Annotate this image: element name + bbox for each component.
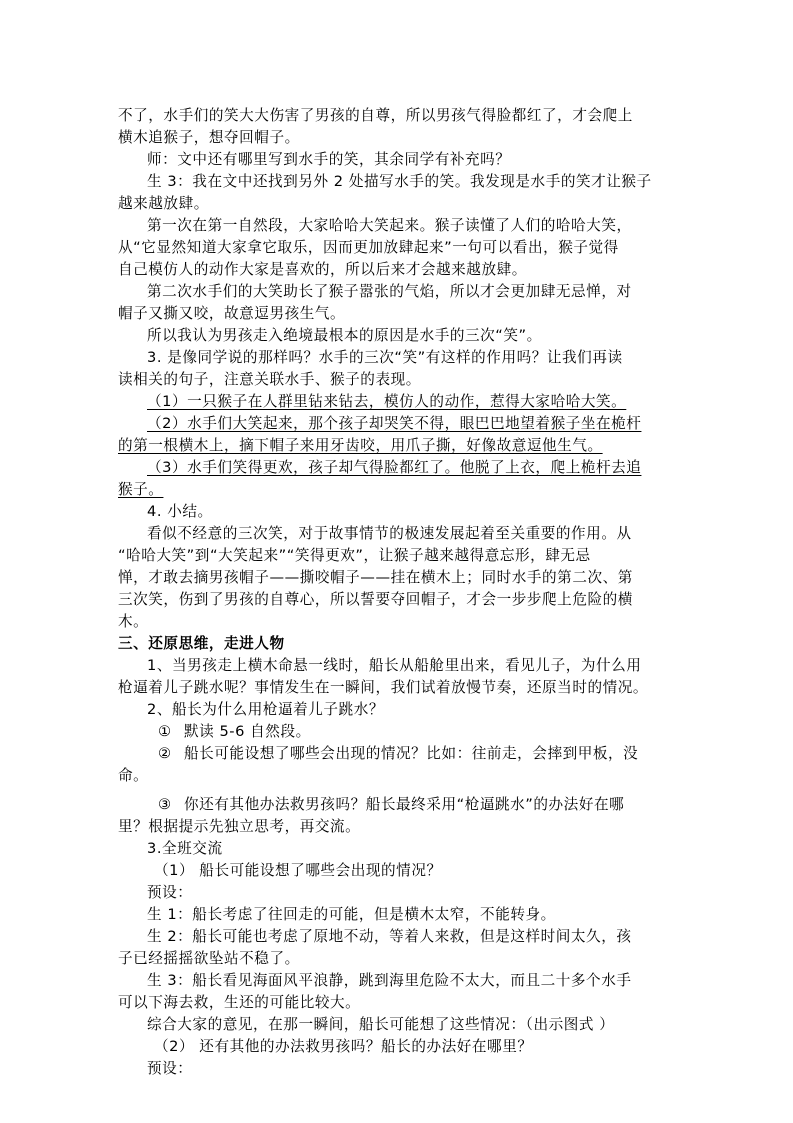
quote-line: 猴子。 — [118, 481, 164, 498]
text-line: 生 3：我在文中还找到另外 2 处描写水手的笑。我发现是水手的笑才让猴子 — [147, 173, 652, 190]
text-line: 综合大家的意见，在那一瞬间，船长可能想了这些情况：（出示图式 ） — [147, 1016, 615, 1033]
text-line: （1） 船长可能设想了哪些会出现的情况？ — [154, 862, 442, 879]
text-line: 自己模仿人的动作大家是喜欢的，所以后来才会越来越放肆。 — [118, 261, 527, 278]
text-line: 越来越放肆。 — [118, 195, 209, 212]
item-text: 船长可能设想了哪些会出现的情况？比如：往前走，会摔到甲板，没 — [184, 745, 639, 762]
text-line: 3. 是像同学说的那样吗？水手的三次“笑”有这样的作用吗？让我们再读 — [147, 349, 623, 366]
marker-3: ③ — [158, 796, 172, 813]
marker-1: ① — [158, 723, 172, 740]
quote-line: 的第一根横木上，摘下帽子来用牙齿咬，用爪子撕，好像故意逗他生气。 — [118, 437, 603, 454]
text-line: 生 2：船长可能也考虑了原地不动，等着人来救，但是这样时间太久，孩 — [147, 928, 632, 945]
numbered-item — [158, 721, 311, 743]
text-line: 惮，才敢去摘男孩帽子——撕咬帽子——挂在横木上；同时水手的第二次、第 — [118, 569, 633, 586]
text-line: （2） 还有其他的办法救男孩吗？船长的办法好在哪里？ — [154, 1038, 533, 1055]
text-line: 帽子又撕又咬，故意逗男孩生气。 — [118, 305, 346, 322]
text-line: 从“它显然知道大家拿它取乐，因而更加放肆起来”一句可以看出，猴子觉得 — [118, 239, 619, 256]
text-line: 子已经摇摇欲坠站不稳了。 — [118, 950, 300, 967]
text-line: 里？根据提示先独立思考，再交流。 — [118, 818, 361, 835]
text-line: 看似不经意的三次笑，对于故事情节的极速发展起着至关重要的作用。从 — [147, 525, 632, 542]
text-line: 1、当男孩走上横木命悬一线时，船长从船舱里出来，看见儿子，为什么用 — [147, 657, 642, 674]
text-line: 生 3：船长看见海面风平浪静，跳到海里危险不太大，而且二十多个水手 — [147, 972, 632, 989]
text-line: 三次笑，伤到了男孩的自尊心，所以誓要夺回帽子，才会一步步爬上危险的横 — [118, 591, 633, 608]
text-line: 命。 — [118, 767, 149, 784]
text-line: 不了，水手们的笑大大伤害了男孩的自尊，所以男孩气得脸都红了，才会爬上 — [118, 107, 633, 124]
text-line: 3.全班交流 — [147, 840, 223, 857]
text-line: 4. 小结。 — [147, 503, 213, 520]
item-text: 你还有其他办法救男孩吗？船长最终采用“枪逼跳水”的办法好在哪 — [184, 796, 625, 813]
text-line: 木。 — [118, 613, 149, 630]
section-heading: 三、还原思维，走进人物 — [118, 635, 285, 652]
numbered-item — [158, 794, 624, 816]
item-text: 默读 5-6 自然段。 — [184, 723, 311, 740]
text-line: 2、船长为什么用枪逼着儿子跳水？ — [147, 701, 384, 718]
text-line: 可以下海去救，生还的可能比较大。 — [118, 994, 361, 1011]
text-line: 所以我认为男孩走入绝境最根本的原因是水手的三次“笑”。 — [147, 327, 542, 344]
quote-line: （1）一只猴子在人群里钻来钻去，模仿人的动作，惹得大家哈哈大笑。 — [147, 393, 627, 410]
text-line: 第一次在第一自然段，大家哈哈大笑起来。猴子读懂了人们的哈哈大笑， — [147, 217, 632, 234]
text-line: 预设： — [147, 1060, 193, 1077]
text-line: 预设： — [147, 884, 193, 901]
text-line: 第二次水手们的大笑助长了猴子嚣张的气焰，所以才会更加肆无忌惮，对 — [147, 283, 632, 300]
quote-line: （2）水手们大笑起来，那个孩子却哭笑不得，眼巴巴地望着猴子坐在桅杆 — [147, 415, 642, 432]
numbered-item — [158, 743, 638, 765]
marker-2: ② — [158, 745, 172, 762]
text-line: 横木追猴子，想夺回帽子。 — [118, 129, 300, 146]
text-line: 枪逼着儿子跳水呢？事情发生在一瞬间，我们试着放慢节奏，还原当时的情况。 — [118, 679, 649, 696]
text-line: 读相关的句子，注意关联水手、猴子的表现。 — [118, 371, 421, 388]
quote-line: （3）水手们笑得更欢，孩子却气得脸都红了。他脱了上衣，爬上桅杆去追 — [147, 459, 642, 476]
text-line: “哈哈大笑”到“大笑起来”“笑得更欢”，让猴子越来越得意忘形，肆无忌 — [118, 547, 591, 564]
text-line: 生 1：船长考虑了往回走的可能，但是横木太窄，不能转身。 — [147, 906, 556, 923]
text-line: 师：文中还有哪里写到水手的笑，其余同学有补充吗？ — [147, 151, 511, 168]
